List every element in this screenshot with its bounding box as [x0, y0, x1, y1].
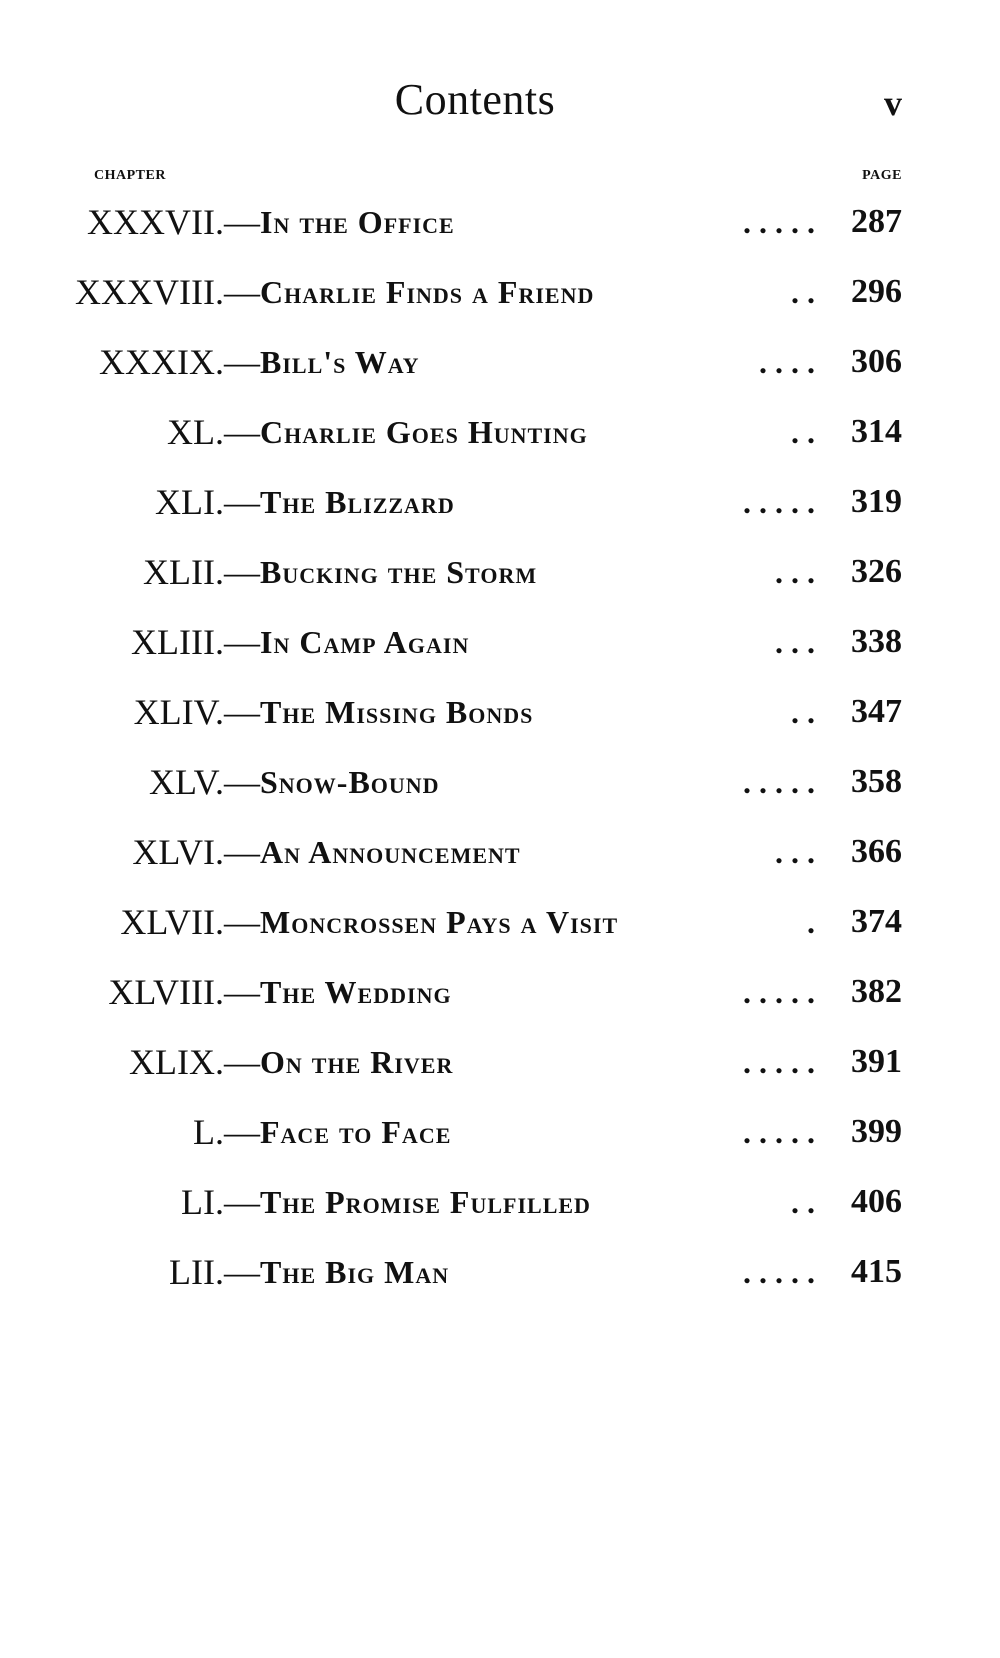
toc-entry — [0, 680, 1000, 750]
chapter-numeral: XXXVII.— — [87, 202, 260, 242]
chapter-page-number: 296 — [851, 273, 902, 310]
chapter-numeral: L.— — [193, 1112, 260, 1152]
toc-entry — [0, 470, 1000, 540]
chapter-numeral: XLIII.— — [131, 622, 260, 662]
chapter-page-number: 287 — [851, 203, 902, 240]
chapter-title: An Announcement — [260, 834, 521, 870]
chapter-title: The Big Man — [260, 1254, 450, 1290]
chapter-page-number: 326 — [851, 553, 902, 590]
chapter-numeral: XLV.— — [148, 762, 260, 802]
toc-entry — [0, 1030, 1000, 1100]
chapter-page-number: 391 — [851, 1043, 902, 1080]
chapter-page-number: 406 — [851, 1183, 902, 1220]
chapter-title: On the River — [260, 1044, 454, 1080]
chapter-title: Bill's Way — [260, 344, 420, 380]
chapter-page-number: 399 — [851, 1113, 902, 1150]
toc-entry — [0, 1100, 1000, 1170]
chapter-numeral: LI.— — [181, 1182, 260, 1222]
chapter-title: Charlie Goes Hunting — [260, 414, 588, 450]
chapter-title: Bucking the Storm — [260, 554, 538, 590]
chapter-numeral: LII.— — [169, 1252, 260, 1292]
chapter-title: In the Office — [260, 204, 455, 240]
dot-leader: . . . . . — [743, 484, 815, 520]
dot-leader: . . . . . — [743, 1044, 815, 1080]
toc-entry — [0, 400, 1000, 470]
chapter-title: Snow-Bound — [260, 764, 440, 800]
toc-entry — [0, 190, 1000, 260]
chapter-numeral: XLVI.— — [132, 832, 260, 872]
toc-entry — [0, 1240, 1000, 1310]
running-head — [0, 70, 1000, 130]
chapter-page-number: 314 — [851, 413, 902, 450]
chapter-numeral: XL.— — [167, 412, 260, 452]
folio-page-number: v — [884, 83, 902, 123]
chapter-page-number: 366 — [851, 833, 902, 870]
dot-leader: . — [807, 904, 815, 940]
toc-entry — [0, 330, 1000, 400]
dot-leader: . . . . . — [743, 204, 815, 240]
chapter-title: Charlie Finds a Friend — [260, 274, 595, 310]
dot-leader: . . — [791, 1184, 815, 1220]
chapter-numeral: XLII.— — [143, 552, 260, 592]
toc-entry — [0, 890, 1000, 960]
chapter-page-number: 319 — [851, 483, 902, 520]
chapter-title: Face to Face — [260, 1114, 452, 1150]
column-labels — [0, 166, 1000, 186]
chapter-page-number: 415 — [851, 1253, 902, 1290]
dot-leader: . . . — [775, 624, 815, 660]
chapter-numeral: XLIX.— — [129, 1042, 260, 1082]
chapter-page-number: 338 — [851, 623, 902, 660]
chapter-title: The Blizzard — [260, 484, 455, 520]
toc-entry — [0, 1170, 1000, 1240]
dot-leader: . . — [791, 274, 815, 310]
toc-entry — [0, 960, 1000, 1030]
dot-leader: . . . . . — [743, 1114, 815, 1150]
dot-leader: . . . . — [759, 344, 815, 380]
dot-leader: . . — [791, 694, 815, 730]
chapter-page-number: 306 — [851, 343, 902, 380]
dot-leader: . . . . . — [743, 974, 815, 1010]
dot-leader: . . . . . — [743, 764, 815, 800]
chapter-column-label: CHAPTER — [94, 168, 166, 183]
page-title: Contents — [394, 75, 556, 124]
toc-entry — [0, 610, 1000, 680]
chapter-page-number: 374 — [851, 903, 902, 940]
chapter-page-number: 358 — [851, 763, 902, 800]
dot-leader: . . . — [775, 554, 815, 590]
chapter-numeral: XXXVIII.— — [75, 272, 260, 312]
toc-entry — [0, 820, 1000, 890]
dot-leader: . . . — [775, 834, 815, 870]
chapter-title: The Wedding — [260, 974, 452, 1010]
chapter-numeral: XLI.— — [155, 482, 260, 522]
chapter-numeral: XLIV.— — [133, 692, 260, 732]
toc-entry — [0, 260, 1000, 330]
dot-leader: . . . . . — [743, 1254, 815, 1290]
chapter-numeral: XLVIII.— — [108, 972, 260, 1012]
toc-entry — [0, 750, 1000, 820]
chapter-page-number: 382 — [851, 973, 902, 1010]
toc-entry — [0, 540, 1000, 610]
dot-leader: . . — [791, 414, 815, 450]
chapter-numeral: XLVII.— — [120, 902, 260, 942]
chapter-title: In Camp Again — [260, 624, 470, 660]
chapter-page-number: 347 — [851, 693, 902, 730]
table-of-contents — [0, 190, 1000, 1310]
page-column-label: PAGE — [862, 168, 902, 183]
chapter-title: The Missing Bonds — [260, 694, 534, 730]
chapter-numeral: XXXIX.— — [99, 342, 260, 382]
chapter-title: The Promise Fulfilled — [260, 1184, 591, 1220]
chapter-title: Moncrossen Pays a Visit — [260, 904, 619, 940]
